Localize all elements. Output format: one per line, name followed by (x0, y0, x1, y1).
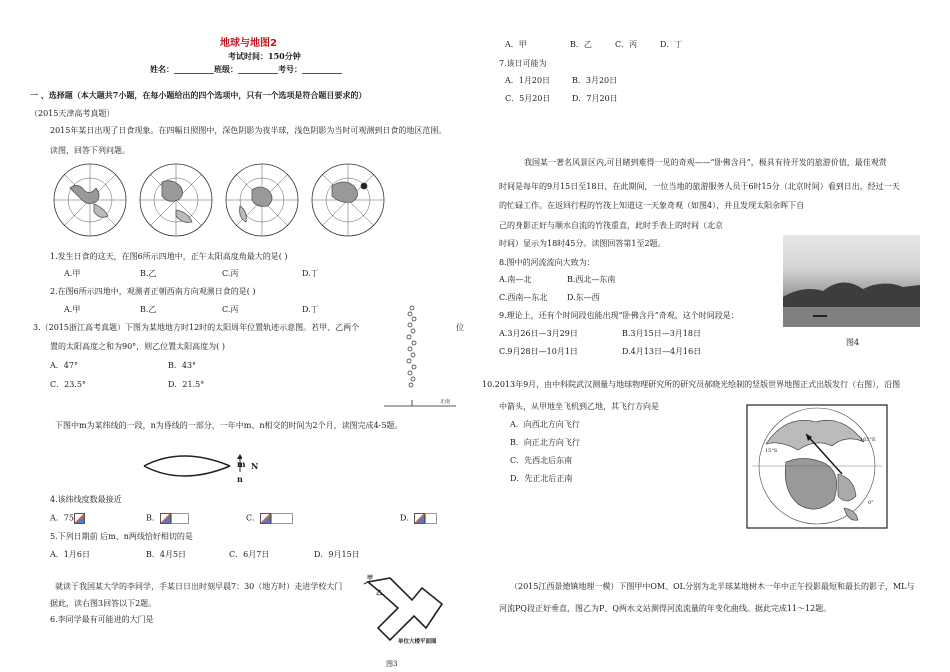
map-label-15s: 15°S (765, 448, 778, 454)
q8-option-b[interactable]: B.西北—东南 (567, 275, 616, 284)
q9-option-d[interactable]: D.4月13日—4月16日 (622, 347, 702, 356)
page-title: 地球与地图2 (220, 38, 277, 49)
q3-stem: 3.（2015浙江高考真题）下图为某地地方时12时的太阳周年位置轨迹示意图。若甲、乙两个 (33, 323, 360, 332)
q3-stem-2: 置的太阳高度之和为90°，则乙位置太阳高度为( ) (50, 342, 225, 351)
north-arrow-label: N (251, 461, 259, 471)
q3-stem-end: 位 (456, 323, 464, 332)
q2-option-c[interactable]: C.丙 (222, 305, 239, 314)
q1-option-d[interactable]: D.丁 (302, 269, 319, 278)
q6-stem: 6.李同学最有可能进的大门是 (50, 615, 154, 624)
q1-option-a[interactable]: A.甲 (64, 269, 81, 278)
q67-intro: 就读于我国某大学的李同学，手某日日出时刻早晨7：30（地方时）走进学校大门 (55, 582, 343, 591)
q5-option-b[interactable]: B．4月5日 (146, 550, 187, 559)
q7-stem: 7.该日可能为 (499, 59, 547, 68)
q6-option-c[interactable]: C．丙 (615, 40, 638, 49)
intro-text: 2015年某日出现了日食现象。在四幅日照图中，深色阴影为夜半球，浅色阴影为当时可观测到日食的地区范围。 (50, 126, 447, 135)
broken-image-icon (160, 513, 171, 524)
q10-option-b[interactable]: B．向正北方向飞行 (510, 438, 580, 447)
latitude-terminator-figure (142, 452, 242, 488)
q9-option-a[interactable]: A.3月26日—3月29日 (499, 329, 578, 338)
broken-image-icon (414, 513, 425, 524)
q7-option-b[interactable]: B．3月20日 (572, 76, 618, 85)
line-m-label: m (237, 459, 246, 469)
q10-option-d[interactable]: D．先正北后正南 (510, 474, 573, 483)
q8-option-a[interactable]: A.南—北 (499, 275, 532, 284)
q8-stem: 8.图中的河流流向大致为： (499, 258, 595, 267)
river-landscape-photo (783, 235, 920, 327)
q9-stem: 9.理论上，还有个时间段也能出现“卧佛含丹”奇观，这个时间段是： (499, 311, 739, 320)
q3-option-b[interactable]: B．43° (168, 361, 197, 370)
student-info-line: 姓名：__________班级：__________考号：__________ (150, 64, 342, 74)
scenic-intro-line-2: 时间是每年的9月15日至18日，在此期间，一位当地的旅游服务人员于6时15分（北京时间）看到日出，经过一天 (499, 182, 900, 191)
q6-option-d[interactable]: D．丁 (660, 40, 683, 49)
source-note: （2015天津高考真题） (30, 109, 115, 118)
figure-3-label: 图3 (386, 660, 398, 668)
q1-option-b[interactable]: B.乙 (140, 269, 157, 278)
intro-text-2: 读图，回答下列问题。 (50, 146, 130, 155)
q5-option-d[interactable]: D．9月15日 (314, 550, 360, 559)
q4-option-c[interactable]: C． (246, 513, 293, 524)
sun-path-figure (380, 300, 460, 412)
map-label-165e: 165°E (860, 437, 876, 443)
q10-option-c[interactable]: C．先西北后东南 (510, 456, 573, 465)
q45-intro: 下图中m为某纬线的一段，n为昏线的一部分，一年中m、n相交的时间为2个月，读图完成4-5题。 (55, 421, 403, 430)
q9-option-c[interactable]: C.9月28日—10月1日 (499, 347, 578, 356)
q7-option-c[interactable]: C．5月20日 (505, 94, 551, 103)
q11-intro-1: （2015江西景德镇地理一模）下图甲中OM、OL分别为北半球某地树木一年中正午投影最短和最长的影子，ML与 (510, 582, 915, 591)
q2-option-b[interactable]: B.乙 (140, 305, 157, 314)
campus-plan-caption: 单位大楼平面图 (398, 639, 437, 645)
q7-option-a[interactable]: A．1月20日 (505, 76, 551, 85)
q8-option-c[interactable]: C.西南—东北 (499, 293, 548, 302)
q5-stem: 5.下列日期前 后m、n两线恰好相切的是 (50, 532, 193, 541)
line-n-label: n (237, 474, 243, 484)
q4-option-b[interactable]: B． (146, 513, 189, 524)
q10-stem-2: 中箭头，从甲地坐飞机到乙地，其飞行方向是 (499, 402, 659, 411)
q9-option-b[interactable]: B.3月15日—3月18日 (622, 329, 701, 338)
q11-intro-2: 河流PQ段正好垂直，图乙为P、Q两水文站测得河流流量的年变化曲线。据此完成11～12题。 (499, 604, 832, 613)
q2-option-a[interactable]: A.甲 (64, 305, 81, 314)
q8-option-d[interactable]: D.东—西 (567, 293, 600, 302)
q6-option-b[interactable]: B．乙 (570, 40, 592, 49)
q4-option-a[interactable]: A．75 (50, 513, 85, 524)
scenic-intro-line-1: 我国某一著名风景区内,可目睹到难得一见的奇观——“卧佛含丹”，极具有待开发的旅游价值，最佳观赏 (524, 158, 887, 167)
q1-option-c[interactable]: C.丙 (222, 269, 239, 278)
figure-4-label: 图4 (846, 338, 860, 347)
q6-option-a[interactable]: A．甲 (505, 40, 527, 49)
q2-stem: 2.在图6所示四地中，观测者正朝西南方向观测日食的是( ) (50, 287, 256, 296)
gate-jia-label: 甲 (367, 575, 374, 582)
vertical-world-map (746, 404, 888, 529)
gate-yi-label: 乙 (376, 590, 383, 597)
scenic-intro-line-4: 己的身影正好与顺水自流的竹筏重直，此时手表上的时间（北京 (499, 221, 723, 230)
q67-intro-2: 据此，读右图3回答以下2题。 (50, 599, 157, 608)
q2-option-d[interactable]: D.丁 (302, 305, 319, 314)
broken-image-icon (260, 513, 271, 524)
section-heading: 一 、选择题（本大题共7小题，在每小题给出的四个选项中，只有一个选项是符合题目要求的） (30, 90, 367, 100)
exam-time: 考试时间：150分钟 (228, 51, 301, 61)
globe-1 (54, 164, 126, 236)
scenic-intro-line-5: 时间）显示为18时45分。读图回答第1至2题。 (499, 239, 666, 248)
map-label-0: 0° (868, 500, 874, 506)
campus-plan-figure (360, 570, 455, 660)
q10-stem-1: 10.2013年9月，由中科院武汉测量与地球物理研究所的研究员郝晓光绘制的竖版世界地图正式出版发行（右图），沿图 (482, 380, 901, 389)
scenic-intro-line-3: 的忙碌工作。在返回行程的竹筏上知道这一天象奇观（如图4），并且发现太阳余晖下自 (499, 201, 805, 210)
q3-option-c[interactable]: C．23.5° (50, 380, 86, 389)
q4-option-d[interactable]: D． (400, 513, 437, 524)
q5-option-a[interactable]: A．1月6日 (50, 550, 90, 559)
globe-illumination-figures (50, 160, 395, 240)
q1-stem: 1.发生日食的这天，在图6所示四地中，正午太阳高度角最大的是( ) (50, 252, 288, 261)
q4-stem: 4.该纬线度数最接近 (50, 495, 122, 504)
sun-path-label: 正南 (440, 399, 451, 405)
q10-option-a[interactable]: A．向西北方向飞行 (510, 420, 580, 429)
q3-option-a[interactable]: A．47° (50, 361, 78, 370)
q3-option-d[interactable]: D．21.5° (168, 380, 205, 389)
broken-image-icon (74, 513, 85, 524)
q5-option-c[interactable]: C．6月7日 (229, 550, 270, 559)
q7-option-d[interactable]: D．7月20日 (572, 94, 618, 103)
